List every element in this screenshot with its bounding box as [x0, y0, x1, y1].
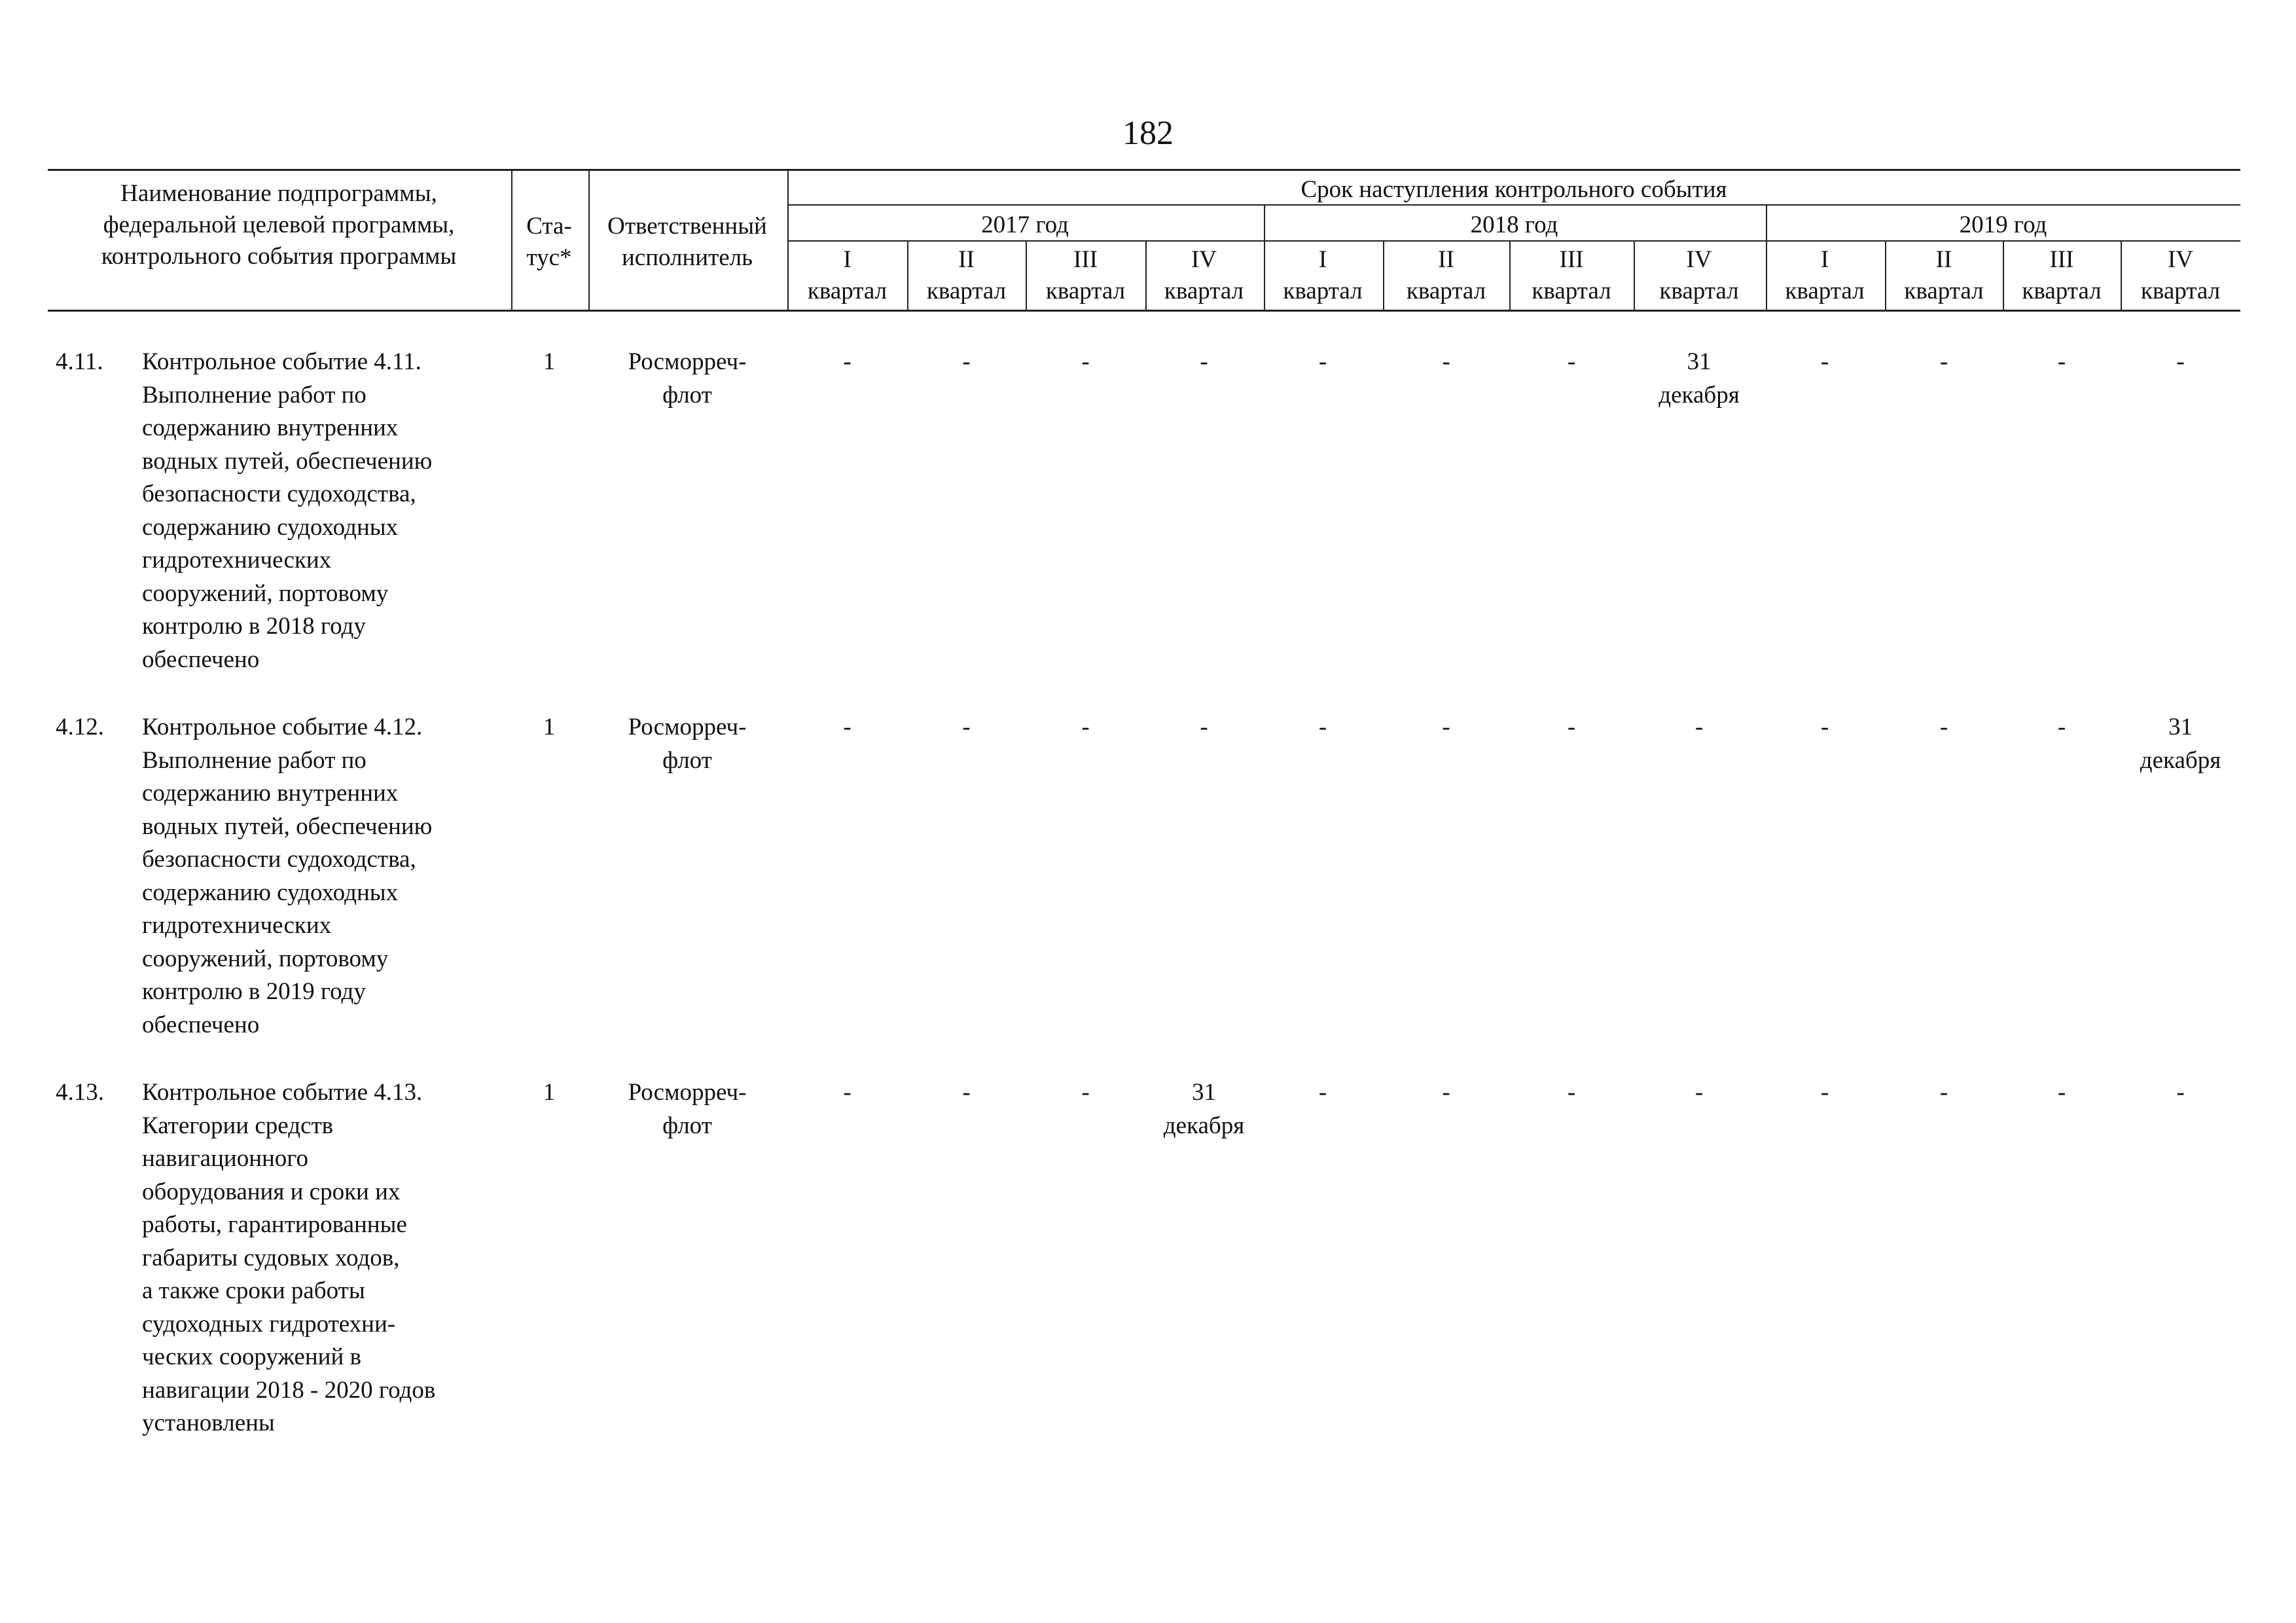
header-quarter-word: квартал — [1283, 278, 1363, 304]
quarter-value-line: - — [1442, 348, 1450, 375]
table-column-line — [787, 169, 789, 310]
quarter-value-line: - — [962, 348, 971, 375]
quarter-value — [1509, 711, 1634, 744]
quarter-value — [1765, 346, 1885, 379]
quarter-value-line: - — [1442, 1079, 1450, 1106]
row-executor-line: Росморреч- — [628, 1079, 747, 1106]
quarter-value-line: - — [1318, 1079, 1327, 1106]
header-quarter-word: квартал — [1785, 278, 1865, 304]
header-quarter-cell — [1765, 244, 1885, 307]
quarter-value — [1765, 1076, 1885, 1110]
quarter-value-line: - — [962, 1079, 971, 1106]
quarter-value — [1026, 1076, 1145, 1110]
header-quarter-numeral: II — [1438, 246, 1454, 273]
row-status: 1 — [543, 1079, 556, 1106]
header-year: 2019 год — [1959, 211, 2047, 238]
row-number: 4.12. — [56, 714, 104, 740]
header-quarter-cell — [1263, 244, 1383, 307]
page-number: 182 — [1122, 115, 1174, 152]
quarter-value-line: - — [1820, 348, 1829, 375]
header-quarter-numeral: IV — [1686, 246, 1712, 273]
quarter-value — [2003, 711, 2121, 744]
event-name-line: сооружений, портовому — [142, 579, 389, 607]
row-executor — [588, 1076, 786, 1142]
event-name-line: водных путей, обеспечению — [142, 447, 433, 475]
quarter-value — [1145, 711, 1263, 744]
row-executor-line: Росморреч- — [628, 714, 747, 740]
quarter-value — [1263, 346, 1383, 379]
table-column-line — [1383, 240, 1384, 310]
quarter-value — [907, 1076, 1026, 1110]
quarter-value — [2121, 1076, 2240, 1110]
event-name-line: Категории средств — [142, 1112, 334, 1139]
header-quarter-word: квартал — [926, 278, 1007, 304]
table-column-line — [1026, 240, 1027, 310]
event-name-line: габариты судовых ходов, — [142, 1244, 400, 1271]
header-quarter-word: квартал — [1164, 278, 1244, 304]
quarter-value-line: - — [1567, 714, 1576, 740]
quarter-value — [907, 711, 1026, 744]
quarter-value — [1509, 1076, 1634, 1110]
event-name-line: установлены — [142, 1410, 275, 1436]
quarter-value — [1509, 346, 1634, 379]
quarter-value-line: - — [1695, 1079, 1704, 1106]
row-status: 1 — [543, 348, 556, 375]
quarter-value-line: - — [1200, 348, 1208, 375]
header-name-line: федеральной целевой программы, — [103, 211, 455, 238]
row-executor — [588, 711, 786, 777]
event-name-line: а также сроки работы — [142, 1277, 365, 1304]
row-executor-line: флот — [662, 381, 712, 409]
quarter-value-line: - — [2057, 1079, 2066, 1106]
header-name-line: Наименование подпрограммы, — [120, 180, 437, 207]
quarter-value-line: - — [1939, 1079, 1948, 1106]
header-executor-line: исполнитель — [621, 244, 753, 271]
event-name-line: Выполнение работ по — [142, 746, 367, 774]
quarter-value — [1383, 1076, 1509, 1110]
quarter-value-line: - — [1567, 1079, 1576, 1106]
quarter-value-line: 31 — [2168, 714, 2193, 740]
row-executor-line: Росморреч- — [628, 348, 747, 375]
quarter-value — [1885, 711, 2003, 744]
quarter-value — [2003, 346, 2121, 379]
header-quarter-word: квартал — [2022, 278, 2102, 304]
quarter-value-line: - — [1200, 714, 1208, 740]
quarter-value — [2121, 711, 2240, 777]
row-executor — [588, 346, 786, 412]
event-name-line: водных путей, обеспечению — [142, 812, 433, 840]
table-column-line — [1885, 240, 1886, 310]
quarter-value-line: декабря — [1659, 381, 1740, 409]
header-quarter-cell — [2121, 244, 2240, 307]
quarter-value-line: - — [843, 348, 852, 375]
quarter-value — [2121, 346, 2240, 379]
header-executor-line: Ответственный — [607, 213, 767, 240]
header-quarter-numeral: I — [1820, 246, 1829, 273]
table-column-line — [511, 169, 512, 310]
row-status: 1 — [543, 714, 556, 740]
quarter-value-line: - — [1820, 1079, 1829, 1106]
table-row — [0, 711, 2296, 1051]
event-name-line: содержанию судоходных — [142, 879, 399, 906]
event-name-line: сооружений, портовому — [142, 945, 389, 972]
row-number: 4.11. — [56, 348, 103, 375]
table-column-line — [907, 240, 908, 310]
quarter-value — [1026, 346, 1145, 379]
row-number: 4.13. — [56, 1079, 104, 1106]
event-name-line: содержанию внутренних — [142, 780, 399, 807]
table-row — [0, 1076, 2296, 1436]
header-quarter-numeral: III — [2049, 246, 2074, 273]
event-name-line: работы, гарантированные — [142, 1211, 407, 1238]
header-name-column — [48, 178, 510, 272]
header-quarter-word: квартал — [1904, 278, 1984, 304]
quarter-value-line: декабря — [2140, 746, 2221, 774]
header-quarter-word: квартал — [1659, 278, 1739, 304]
quarter-value — [1765, 711, 1885, 744]
table-column-line — [2003, 240, 2004, 310]
header-quarter-numeral: III — [1559, 246, 1584, 273]
header-quarter-word: квартал — [1045, 278, 1126, 304]
header-name-line: контрольного события программы — [101, 243, 457, 270]
event-name-line: судоходных гидротехни- — [142, 1310, 396, 1338]
header-quarter-cell — [2003, 244, 2121, 307]
header-quarter-numeral: IV — [2167, 246, 2194, 273]
table-column-line — [1145, 240, 1147, 310]
header-year: 2018 год — [1470, 211, 1558, 238]
header-status-column — [511, 211, 587, 274]
quarter-value — [907, 346, 1026, 379]
header-quarter-cell — [1509, 244, 1634, 307]
quarter-value-line: - — [843, 1079, 852, 1106]
row-executor-line: флот — [662, 1112, 712, 1139]
quarter-value-line: - — [1318, 348, 1327, 375]
header-quarter-cell — [787, 244, 907, 307]
quarter-value — [1634, 1076, 1765, 1110]
event-name-line: навигационного — [142, 1145, 309, 1172]
quarter-value-line: - — [1820, 714, 1829, 740]
quarter-value — [1263, 1076, 1383, 1110]
header-quarter-cell — [907, 244, 1026, 307]
quarter-value-line: - — [1081, 348, 1090, 375]
header-quarter-cell — [1026, 244, 1145, 307]
quarter-value-line: - — [1939, 348, 1948, 375]
quarter-value — [787, 1076, 907, 1110]
header-deadline-group: Срок наступления контрольного события — [1300, 176, 1727, 203]
event-name-line: Выполнение работ по — [142, 381, 367, 409]
quarter-value-line: - — [2057, 714, 2066, 740]
event-name-line: навигации 2018 - 2020 годов — [142, 1376, 436, 1404]
header-status-line: тус* — [526, 244, 572, 271]
header-year: 2017 год — [981, 211, 1069, 238]
event-name — [142, 346, 509, 676]
header-quarter-cell — [1885, 244, 2003, 307]
event-name-line: обеспечено — [142, 646, 260, 673]
header-quarter-numeral: II — [958, 246, 975, 273]
header-quarter-cell — [1145, 244, 1263, 307]
quarter-value — [1263, 711, 1383, 744]
quarter-value-line: - — [843, 714, 852, 740]
quarter-value — [1026, 711, 1145, 744]
quarter-value-line: - — [1318, 714, 1327, 740]
event-name-line: обеспечено — [142, 1011, 260, 1038]
table-row — [0, 346, 2296, 686]
header-quarter-word: квартал — [2140, 278, 2221, 304]
header-executor-column — [588, 211, 786, 274]
quarter-value — [1383, 711, 1509, 744]
quarter-value-line: - — [1081, 1079, 1090, 1106]
quarter-value — [1634, 711, 1765, 744]
event-name-line: содержанию внутренних — [142, 414, 399, 441]
row-executor-line: флот — [662, 746, 712, 774]
quarter-value-line: декабря — [1163, 1112, 1245, 1139]
quarter-value — [787, 346, 907, 379]
quarter-value — [787, 711, 907, 744]
event-name-line: Контрольное событие 4.12. — [142, 714, 423, 740]
event-name-line: содержанию судоходных — [142, 513, 399, 541]
quarter-value-line: - — [1939, 714, 1948, 740]
table-column-line — [1634, 240, 1635, 310]
table-top-border — [48, 169, 2240, 171]
header-quarter-numeral: I — [1318, 246, 1327, 273]
table-column-line — [2121, 240, 2122, 310]
header-quarter-numeral: IV — [1191, 246, 1217, 273]
quarter-value — [2003, 1076, 2121, 1110]
table-column-line — [1766, 204, 1767, 310]
event-name — [142, 711, 509, 1042]
table-header-bottom-line — [48, 310, 2240, 312]
quarter-value-line: - — [1442, 714, 1450, 740]
quarter-value-line: - — [2176, 1079, 2185, 1106]
event-name-line: оборудования и сроки их — [142, 1178, 401, 1205]
quarter-value — [1885, 346, 2003, 379]
header-status-line: Ста- — [526, 213, 572, 240]
quarter-value-line: 31 — [1192, 1079, 1216, 1106]
event-name-line: безопасности судоходства, — [142, 481, 416, 507]
event-name-line: Контрольное событие 4.13. — [142, 1079, 423, 1106]
quarter-value-line: - — [2057, 348, 2066, 375]
quarter-value-line: - — [962, 714, 971, 740]
header-quarter-word: квартал — [1406, 278, 1486, 304]
quarter-value-line: - — [1081, 714, 1090, 740]
header-quarter-cell — [1383, 244, 1509, 307]
quarter-value — [1145, 346, 1263, 379]
header-quarter-word: квартал — [807, 278, 888, 304]
quarter-value — [1885, 1076, 2003, 1110]
table-column-line — [1509, 240, 1511, 310]
event-name — [142, 1076, 509, 1440]
event-name-line: гидротехнических — [142, 912, 332, 939]
quarter-value-line: 31 — [1687, 348, 1712, 375]
event-name-line: гидротехнических — [142, 547, 332, 574]
event-name-line: Контрольное событие 4.11. — [142, 348, 422, 375]
quarter-value — [1383, 346, 1509, 379]
event-name-line: контролю в 2018 году — [142, 613, 366, 640]
table-column-line — [588, 169, 590, 310]
quarter-value — [1145, 1076, 1263, 1142]
table-column-line — [1264, 204, 1265, 310]
table-row-line — [787, 240, 2240, 242]
event-name-line: безопасности судоходства, — [142, 846, 416, 873]
header-quarter-numeral: I — [843, 246, 852, 273]
header-quarter-numeral: III — [1073, 246, 1098, 273]
header-quarter-word: квартал — [1532, 278, 1611, 304]
quarter-value — [1634, 346, 1765, 412]
event-name-line: контролю в 2019 году — [142, 978, 366, 1005]
event-name-line: ческих сооружений в — [142, 1343, 361, 1370]
header-quarter-cell — [1634, 244, 1765, 307]
quarter-value-line: - — [1695, 714, 1704, 740]
quarter-value-line: - — [2176, 348, 2185, 375]
table-row-line — [787, 204, 2240, 206]
quarter-value-line: - — [1567, 348, 1576, 375]
header-quarter-numeral: II — [1935, 246, 1952, 273]
